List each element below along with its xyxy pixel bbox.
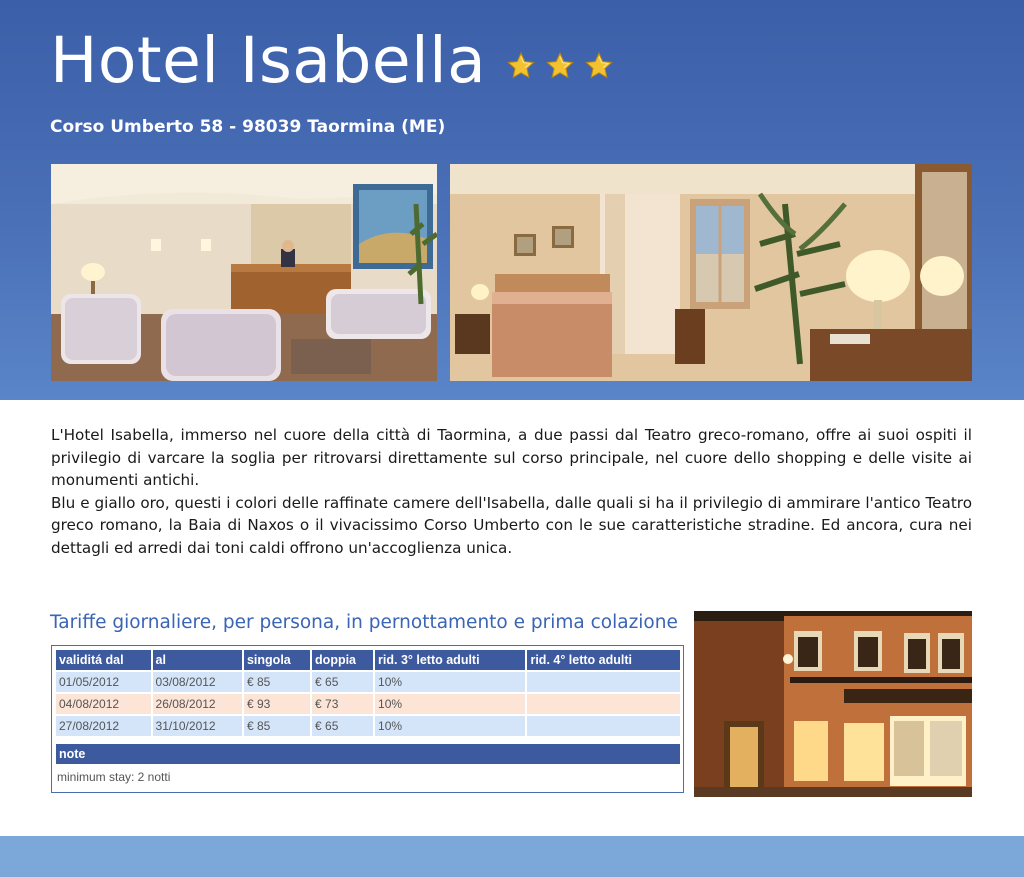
table-cell: 01/05/2012 — [56, 672, 151, 692]
table-cell: 10% — [375, 716, 525, 736]
table-row — [56, 694, 680, 714]
table-cell: 04/08/2012 — [56, 694, 151, 714]
column-header: rid. 3° letto adulti — [375, 650, 525, 670]
table-cell — [527, 694, 680, 714]
table-header-row — [56, 650, 680, 670]
table-cell: 03/08/2012 — [153, 672, 242, 692]
star-icon — [584, 51, 614, 81]
table-cell — [527, 716, 680, 736]
column-header: al — [153, 650, 242, 670]
table-cell: € 73 — [312, 694, 373, 714]
table-cell: € 65 — [312, 672, 373, 692]
bedroom-photo — [450, 164, 972, 381]
table-cell: € 65 — [312, 716, 373, 736]
table-row — [56, 672, 680, 692]
table-cell: 26/08/2012 — [153, 694, 242, 714]
note-header: note — [56, 744, 680, 764]
column-header: rid. 4° letto adulti — [527, 650, 680, 670]
rates-table-container — [51, 645, 684, 793]
table-cell: 10% — [375, 694, 525, 714]
table-cell: € 93 — [244, 694, 310, 714]
column-header: doppia — [312, 650, 373, 670]
table-cell: 31/10/2012 — [153, 716, 242, 736]
table-cell: € 85 — [244, 716, 310, 736]
star-icon — [506, 51, 536, 81]
table-row — [56, 716, 680, 736]
table-cell: € 85 — [244, 672, 310, 692]
star-icon — [545, 51, 575, 81]
description-paragraph: Blu e giallo oro, questi i colori delle raffinate camere dell'Isabella, dalle quali si ha il privilegio di ammirare l'antico Teatro greco romano, la Baia di Naxos o il vivacissimo Corso Umberto con le sue caratteristiche stradine. Ed ancora, cura nei dettagli ed arredi dai toni caldi offrono un'accoglienza unica. — [51, 493, 972, 557]
table-cell — [527, 672, 680, 692]
table-cell: 10% — [375, 672, 525, 692]
header-banner — [0, 0, 1024, 400]
column-header: singola — [244, 650, 310, 670]
hotel-description — [51, 424, 972, 559]
table-cell: 27/08/2012 — [56, 716, 151, 736]
hotel-address: Corso Umberto 58 - 98039 Taormina (ME) — [50, 117, 446, 137]
rates-table — [54, 648, 682, 738]
lobby-photo — [51, 164, 437, 381]
footer-bar — [0, 836, 1024, 877]
star-rating — [506, 51, 614, 83]
column-header: validitá dal — [56, 650, 151, 670]
note-text: minimum stay: 2 notti — [57, 770, 171, 784]
description-paragraph: L'Hotel Isabella, immerso nel cuore della città di Taormina, a due passi dal Teatro greco-romano, offre ai suoi ospiti il privilegio di varcare la soglia per ritrovarsi direttamente sul corso principale, nel cuore dello shopping e delle visite ai monumenti antichi. — [51, 426, 972, 489]
rates-title: Tariffe giornaliere, per persona, in pernottamento e prima colazione — [50, 612, 678, 633]
facade-photo — [694, 611, 972, 797]
hotel-title: Hotel Isabella — [50, 24, 487, 97]
